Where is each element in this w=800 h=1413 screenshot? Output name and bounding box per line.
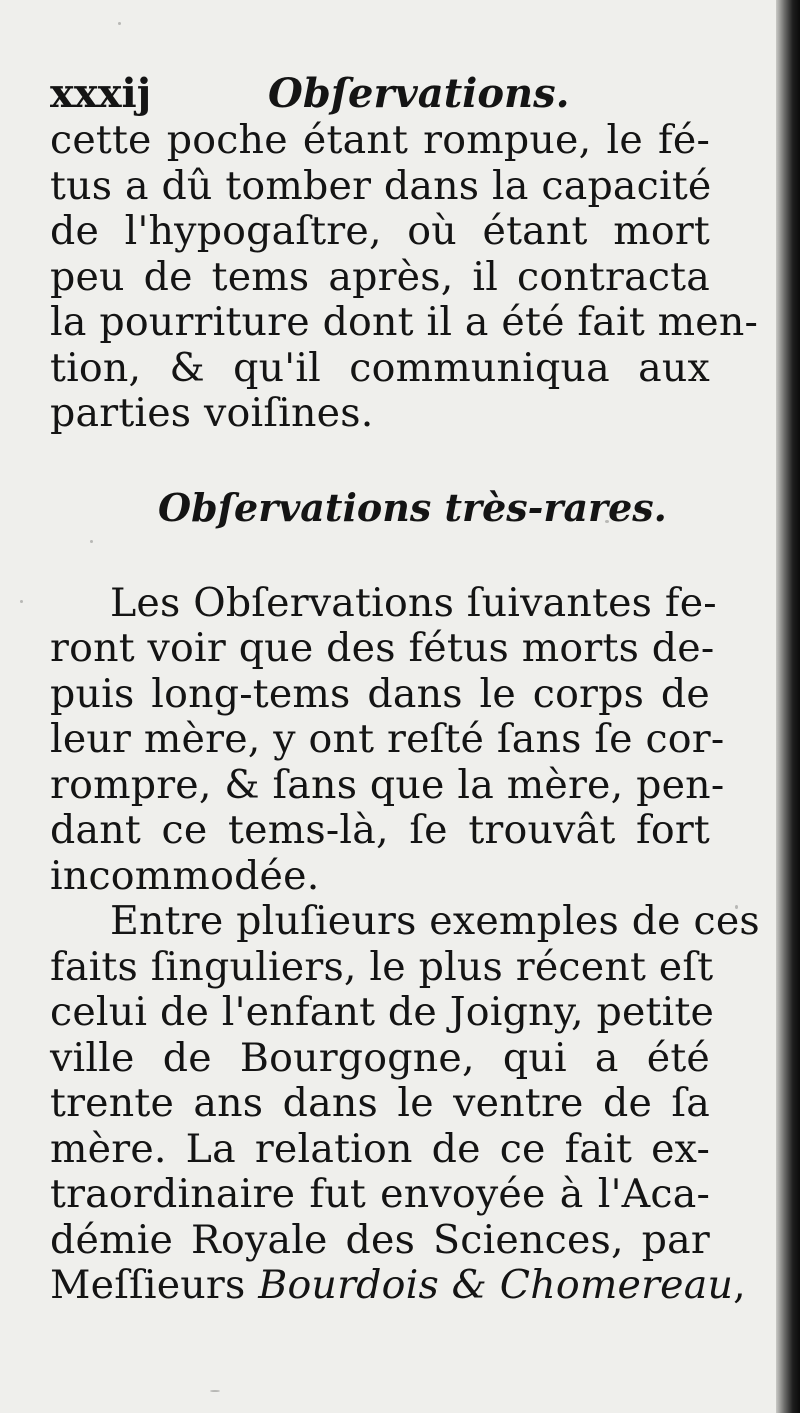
text-line — [50, 1262, 746, 1309]
text-line: incommodée. — [50, 852, 320, 899]
paper-speck — [118, 22, 121, 25]
paper-speck — [20, 600, 23, 603]
text-line: leur mère, y ont reſté ſans ſe cor- — [50, 716, 725, 762]
text-line: puis long-tems dans le corps de — [50, 670, 710, 717]
text-line: peu de tems après, il contracta — [50, 253, 710, 300]
page-number: xxxij — [50, 70, 152, 117]
continued-paragraph — [50, 117, 759, 437]
page-text — [50, 70, 760, 1309]
text-line: tion, & qu'il communiqua aux — [50, 344, 710, 391]
paragraph — [50, 898, 760, 1309]
text-line: tus a dû tomber dans la capacité — [50, 162, 712, 209]
text-line: cette poche étant rompue, le fé- — [50, 117, 710, 163]
text-line: parties voiſines. — [50, 390, 374, 436]
text-line: démie Royale des Sciences, par — [50, 1216, 710, 1263]
text-line: ville de Bourgogne, qui a été — [50, 1034, 710, 1081]
text-line: mère. La relation de ce fait ex- — [50, 1125, 710, 1172]
text-line: de l'hypogaſtre, où étant mort — [50, 208, 710, 254]
text-line: Entre pluſieurs exemples de ces — [110, 898, 760, 944]
paragraph — [50, 579, 725, 900]
binding-edge — [776, 0, 800, 1413]
text-fragment: , — [733, 1262, 746, 1308]
text-line: dant ce tems-là, ſe trouvât fort — [50, 807, 710, 853]
paper-speck — [210, 1390, 220, 1392]
text-line: ront voir que des fétus morts de- — [50, 625, 715, 671]
section-heading: Obſervations très-rares. — [158, 484, 667, 530]
text-line: trente ans dans le ventre de ſa — [50, 1080, 710, 1126]
author-names: Bourdois & Chomereau — [258, 1262, 734, 1308]
text-line: Les Obſervations ſuivantes fe- — [110, 579, 717, 626]
text-line: faits ſinguliers, le plus récent eſt — [50, 943, 714, 990]
text-line: la pourriture dont il a été fait men- — [50, 299, 759, 345]
running-title: Obſervations. — [268, 70, 570, 117]
text-line: traordinaire fut envoyée à l'Aca- — [50, 1171, 710, 1217]
text-line: rompre, & ſans que la mère, pen- — [50, 761, 725, 808]
running-head — [50, 70, 710, 118]
text-fragment: Meſſieurs — [50, 1262, 259, 1308]
text-line: celui de l'enfant de Joigny, petite — [50, 989, 715, 1035]
